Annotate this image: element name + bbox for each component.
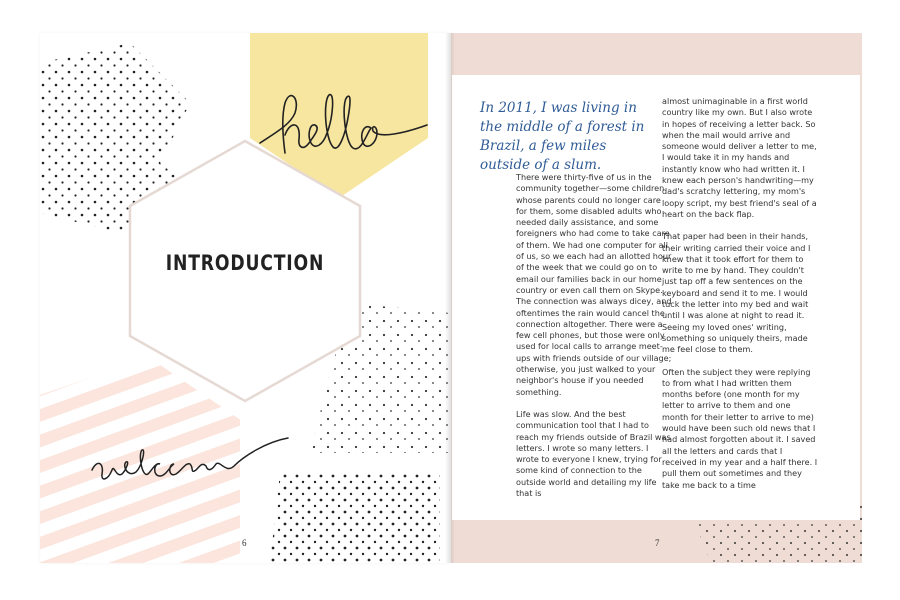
paragraph: That paper had been in their hands, their writing carried their voice and I knew that it took effort for them to write to me by hand. They couldn't just tap off a few sentences on the keyboard and send it to me. I would tuck the letter into my bed and wait until I was alone at night to read it. Seeing my loved ones' writing, something so uniquely theirs, made me feel close to them. xyxy=(662,231,811,355)
left-page xyxy=(40,33,450,563)
hello-script-art xyxy=(255,73,435,163)
dot-pattern-bottom xyxy=(270,473,440,563)
chapter-title: INTRODUCTION xyxy=(165,251,325,275)
paragraph: Life was slow. And the best communication tool that I had to reach my friends outside of Brazil was letters. I wrote so many letters. I wrote to everyone I knew, trying for some kind of connection to the outside world and detailing my life that is xyxy=(516,408,671,499)
page-number-right: 7 xyxy=(655,538,660,548)
page-number-left: 6 xyxy=(242,538,247,548)
paragraph: Often the subject they were replying to from what I had written them months before (one month for my letter to arrive to them and one month for their letter to arrive to me) would have been such old news that I had almost forgotten about it. I saved all the letters and cards that I received in my year and a half there. I pull them out sometimes and they take me back to a time xyxy=(662,366,818,490)
text-column-1 xyxy=(516,172,672,510)
text-column-2 xyxy=(662,96,818,502)
lead-paragraph: In 2011, I was living in the middle of a forest in Brazil, a few miles outside of a slum. xyxy=(480,100,645,173)
paragraph: There were thirty-five of us in the community together—some children whose parents could no longer care for them, some disabled adults who needed daily assistance, and some foreigners who had come to take care of them. We had one computer for all of us, so we each had an allotted hour of the week that we could go on to email our families back in our home country or even call them on Skype. The connection was always dicey, and oftentimes the rain would cancel the connection altogether. There were a few cell phones, but those were only used for local calls to arrange meet-ups with friends outside of our village; otherwise, you just walked to your neighbor's house if you needed something. xyxy=(516,172,672,397)
welcome-script-art xyxy=(90,428,290,488)
paragraph: almost unimaginable in a first world country like my own. But I also wrote in hopes of receiving a letter back. So when the mail would arrive and someone would deliver a letter to me, I would take it in my hands and instantly know who had written it. I knew each person's handwriting—my dad's scratchy lettering, my mom's loopy script, my best friend's seal of a heart on the back flap. xyxy=(662,96,817,219)
